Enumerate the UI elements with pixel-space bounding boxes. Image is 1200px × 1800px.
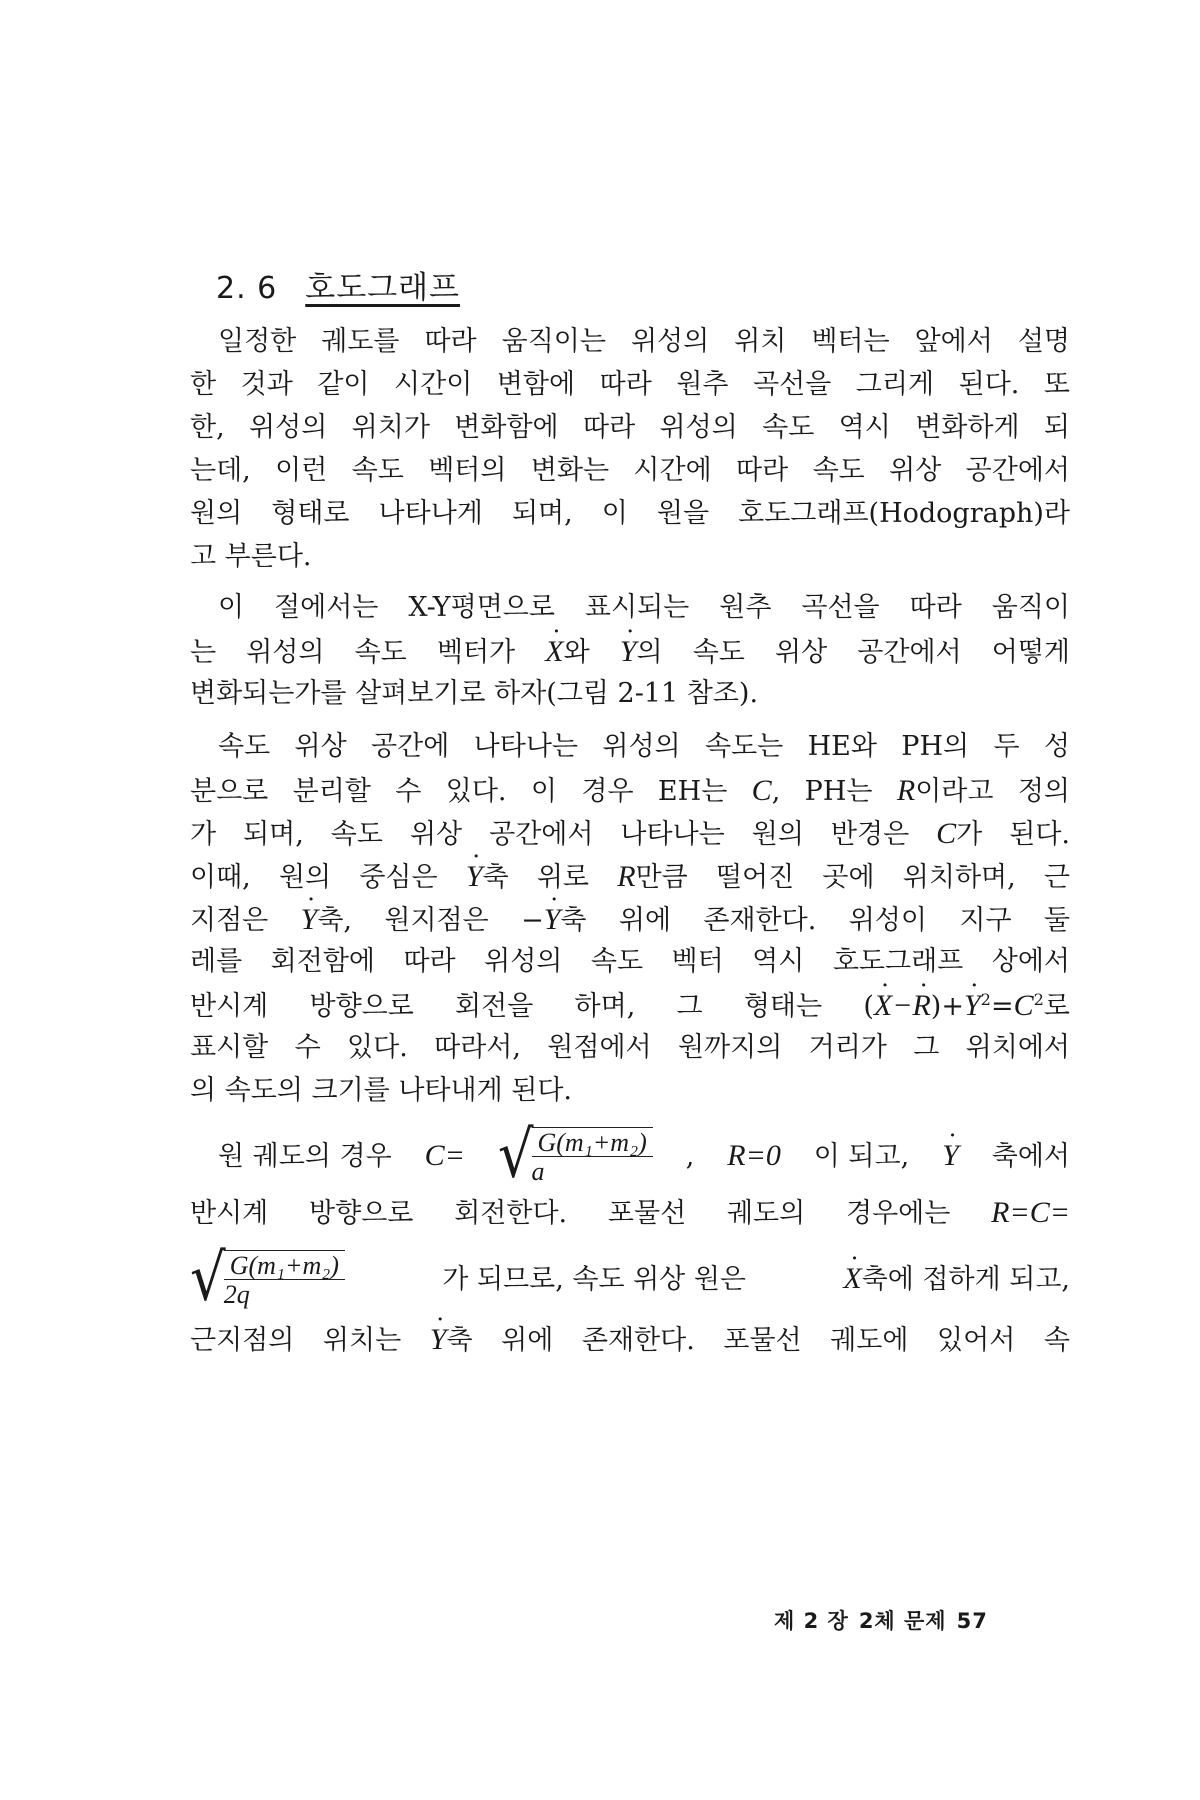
text-run: 원 궤도의 경우 (218, 1140, 392, 1172)
para3-line4 (190, 862, 1070, 892)
para1-line5: 원의 형태로 나타나게 되며, 이 원을 호도그래프(Hodograph)라 (190, 498, 1070, 529)
para1-line4: 는데, 이런 속도 벡터의 변화는 시간에 따라 속도 위상 공간에서 (190, 455, 1070, 486)
para2-line1: 이 절에서는 X-Y평면으로 표시되는 원추 곡선을 따라 움직이 (218, 592, 1070, 623)
fraction-denominator: 2q (223, 1280, 250, 1309)
text-run: 지점은 (190, 905, 301, 936)
text-run: 는 위성의 속도 벡터가 (190, 637, 546, 668)
x-dot-symbol: ˙ X (843, 1264, 861, 1294)
r-equals-zero: R=0 (727, 1139, 781, 1172)
fraction (224, 1253, 345, 1308)
text-run: 와 (563, 637, 620, 668)
sqrt-expression (190, 1241, 345, 1316)
text-run: 축에 접하게 되고, (861, 1264, 1070, 1295)
square-exponent: 2 (1033, 990, 1044, 1009)
c-symbol: C (751, 774, 772, 807)
fraction (532, 1130, 653, 1185)
equation-lhs: C= (424, 1139, 465, 1172)
sqrt-expression (497, 1118, 653, 1193)
para1-line6: 고 부른다. (190, 541, 312, 572)
chapter-label: 제 2 장 (774, 1609, 849, 1633)
text-run: 이때, 원의 중심은 (190, 862, 466, 893)
c-symbol: C (1013, 989, 1034, 1022)
chapter-title: 2체 문제 (858, 1609, 947, 1633)
equation: R=C= (991, 1196, 1070, 1229)
section-heading (216, 262, 460, 307)
minus-sign: − (892, 989, 913, 1022)
para3-line8: 표시할 수 있다. 따라서, 원점에서 원까지의 거리가 그 위치에서 (190, 1032, 1070, 1063)
y-dot-symbol: ˙ Y (466, 862, 483, 892)
fraction-denominator: a (531, 1157, 545, 1186)
text-run: 반시계 방향으로 회전한다. 포물선 궤도의 경우에는 (190, 1198, 992, 1229)
para4-line3 (190, 1241, 1070, 1316)
para4-line4 (190, 1325, 1070, 1355)
r-dot-symbol: ˙ R (912, 991, 930, 1021)
para4-line1 (190, 1118, 1070, 1193)
text-run: 반시계 방향으로 회전을 하며, 그 형태는 ( (190, 991, 874, 1022)
text-run: 축, 원지점은 − (317, 905, 544, 936)
text-run: 분으로 분리할 수 있다. 이 경우 EH는 (190, 776, 752, 807)
text-run: 근지점의 위치는 (190, 1325, 430, 1356)
para3-line7 (190, 991, 1070, 1021)
text-run: 축 위에 존재한다. 위성이 지구 둘 (560, 905, 1070, 936)
para1-line1: 일정한 궤도를 따라 움직이는 위성의 위치 벡터는 앞에서 설명 (218, 326, 1070, 357)
para2-line3: 변화되는가를 살펴보기로 하자(그림 2-11 참조). (190, 678, 759, 709)
section-title: 호도그래프 (305, 270, 460, 306)
para1-line3: 한, 위성의 위치가 변화함에 따라 위성의 속도 역시 변화하게 되 (190, 412, 1070, 443)
text-run: 이 되고, (813, 1140, 910, 1172)
para3-line5 (190, 905, 1070, 935)
para3-line3 (190, 819, 1070, 849)
y-dot-symbol: ˙ Y (942, 1141, 959, 1171)
fraction-numerator: G(m₁+m₂) (224, 1253, 345, 1280)
text-run: 만큼 떨어진 곳에 위치하며, 근 (635, 862, 1070, 893)
y-dot-symbol: ˙ Y (301, 905, 318, 935)
y-dot-symbol: ˙ Y (430, 1325, 447, 1355)
text-run: 축 위에 존재한다. 포물선 궤도에 있어서 속 (446, 1325, 1070, 1356)
text-run: 로 (1043, 991, 1070, 1022)
sqrt-sign: √ (497, 1118, 534, 1193)
c-symbol: C (936, 817, 957, 850)
page-footer (764, 1605, 988, 1635)
square-exponent: 2 (980, 990, 991, 1009)
section-number: 2. 6 (216, 271, 278, 306)
r-symbol: R (896, 774, 916, 807)
text-run: , PH는 (771, 776, 897, 807)
equals-sign: = (990, 991, 1014, 1022)
fraction-numerator: G(m₁+m₂) (532, 1130, 653, 1157)
page-number: 57 (956, 1609, 988, 1633)
text-run: 의 속도 위상 공간에서 어떻게 (636, 637, 1070, 668)
sqrt-sign: √ (190, 1241, 226, 1316)
text-run: 축 위로 (482, 862, 618, 893)
para3-line9: 의 속도의 크기를 나타내게 된다. (190, 1075, 572, 1106)
text-run: , (685, 1140, 695, 1172)
text-run: )+ (930, 991, 964, 1022)
para4-line2 (190, 1198, 1070, 1228)
para3-line6: 레를 회전함에 따라 위성의 속도 벡터 역시 호도그래프 상에서 (190, 946, 1070, 977)
text-run: 이라고 정의 (915, 776, 1070, 807)
text-run: 가 된다. (956, 819, 1070, 850)
para2-line2 (190, 637, 1070, 667)
radicand (532, 1127, 653, 1185)
r-symbol: R (617, 860, 636, 893)
radicand (224, 1250, 345, 1308)
para3-line2 (190, 776, 1070, 806)
para3-line1: 속도 위상 공간에 나타나는 위성의 속도는 HE와 PH의 두 성 (218, 731, 1070, 762)
y-dot-symbol: ˙ Y (544, 905, 561, 935)
text-run: 가 되며, 속도 위상 공간에서 나타나는 원의 반경은 (190, 819, 937, 850)
text-run: 축에서 (991, 1140, 1070, 1172)
y-dot-symbol: ˙ Y (964, 991, 981, 1021)
text-run: 가 되므로, 속도 위상 원은 (442, 1263, 747, 1295)
x-dot-symbol: ˙ X (874, 991, 892, 1021)
x-dot-symbol: ˙ X (545, 637, 563, 667)
y-dot-symbol: ˙ Y (620, 637, 637, 667)
para1-line2: 한 것과 같이 시간이 변함에 따라 원추 곡선을 그리게 된다. 또 (190, 369, 1070, 400)
